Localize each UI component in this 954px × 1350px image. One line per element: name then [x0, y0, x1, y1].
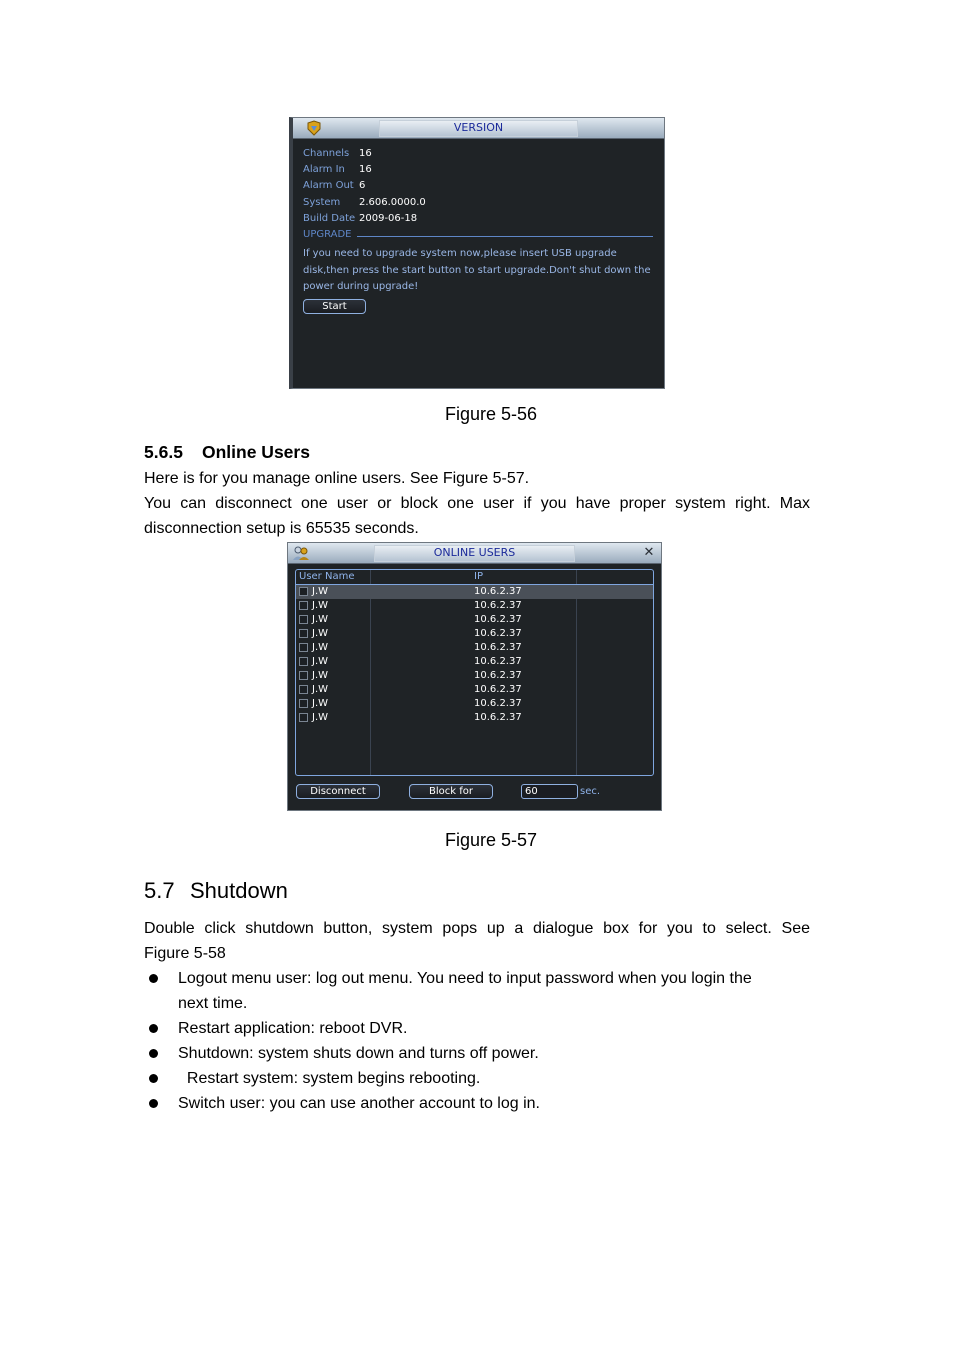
- user-name: J.W: [312, 670, 329, 681]
- info-value: 16: [359, 164, 372, 175]
- online-users-titlebar: [288, 543, 661, 564]
- user-name: J.W: [312, 628, 329, 639]
- start-upgrade-button[interactable]: Start: [303, 299, 366, 314]
- section-565-heading: [144, 442, 310, 463]
- user-ip: 10.6.2.37: [474, 586, 522, 597]
- row-checkbox[interactable]: [299, 713, 308, 722]
- info-label: Channels: [303, 148, 350, 159]
- bullet-dot: [149, 1024, 158, 1033]
- figure-56-caption: Figure 5-56: [444, 404, 538, 424]
- user-ip: 10.6.2.37: [474, 712, 522, 723]
- table-row[interactable]: [296, 627, 653, 641]
- user-name: J.W: [312, 712, 329, 723]
- user-ip: 10.6.2.37: [474, 656, 522, 667]
- info-label: Alarm In: [303, 164, 345, 175]
- user-name: J.W: [312, 600, 329, 611]
- figure-57-caption: Figure 5-57: [444, 830, 538, 850]
- online-users-window: [287, 542, 662, 811]
- bullet-dot: [149, 974, 158, 983]
- row-checkbox[interactable]: [299, 671, 308, 680]
- table-header: [296, 570, 653, 585]
- user-name: J.W: [312, 684, 329, 695]
- version-window: [289, 117, 665, 389]
- user-ip: 10.6.2.37: [474, 642, 522, 653]
- online-users-title: ONLINE USERS: [433, 546, 516, 559]
- bullet-item: [144, 966, 810, 1016]
- version-titlebar: [293, 118, 664, 139]
- online-users-table: [295, 569, 654, 776]
- table-row[interactable]: [296, 711, 653, 725]
- row-checkbox[interactable]: [299, 615, 308, 624]
- user-ip: 10.6.2.37: [474, 684, 522, 695]
- row-checkbox[interactable]: [299, 685, 308, 694]
- user-name: J.W: [312, 698, 329, 709]
- section-57-intro-line1: Double click shutdown button, system pops up a dialogue box for you to select. See: [144, 920, 810, 937]
- table-row[interactable]: [296, 697, 653, 711]
- bullet-item: [144, 1016, 810, 1041]
- user-ip: 10.6.2.37: [474, 628, 522, 639]
- upgrade-heading: UPGRADE: [303, 229, 352, 240]
- section-57-intro-line2: Figure 5-58: [144, 945, 226, 962]
- section-title: Shutdown: [190, 878, 288, 903]
- section-title: Online Users: [202, 442, 310, 462]
- section-565-para2-line1: You can disconnect one user or block one user if you have proper system right. Max: [144, 495, 810, 512]
- section-565-para1: Here is for you manage online users. See Figure 5-57.: [144, 470, 530, 487]
- info-value: 6: [359, 180, 366, 191]
- table-row[interactable]: [296, 641, 653, 655]
- row-checkbox[interactable]: [299, 587, 308, 596]
- bullet-item: [144, 1091, 810, 1116]
- bullet-item: [144, 1066, 810, 1091]
- column-header-ip: IP: [474, 571, 483, 582]
- bullet-text: Restart application: reboot DVR.: [178, 1020, 408, 1037]
- info-value: 16: [359, 148, 372, 159]
- user-ip: 10.6.2.37: [474, 670, 522, 681]
- version-title: VERSION: [453, 121, 504, 134]
- section-57-heading: [144, 878, 288, 904]
- row-checkbox[interactable]: [299, 699, 308, 708]
- info-label: System: [303, 197, 341, 208]
- close-icon[interactable]: ✕: [643, 544, 655, 559]
- row-checkbox[interactable]: [299, 643, 308, 652]
- section-number: 5.6.5: [144, 442, 183, 462]
- info-label: Alarm Out: [303, 180, 354, 191]
- row-checkbox[interactable]: [299, 657, 308, 666]
- table-row[interactable]: [296, 585, 653, 599]
- user-ip: 10.6.2.37: [474, 600, 522, 611]
- upgrade-divider: [357, 236, 653, 237]
- bullet-text: Switch user: you can use another account to log in.: [178, 1095, 540, 1112]
- table-row[interactable]: [296, 683, 653, 697]
- user-name: J.W: [312, 586, 329, 597]
- table-row[interactable]: [296, 613, 653, 627]
- column-header-user-name: User Name: [299, 571, 355, 582]
- block-seconds-input[interactable]: 60: [521, 784, 578, 799]
- section-565-para2-line2: disconnection setup is 65535 seconds.: [144, 520, 419, 537]
- bullet-text-continued: next time.: [178, 995, 248, 1012]
- user-name: J.W: [312, 642, 329, 653]
- seconds-unit-label: sec.: [580, 786, 601, 797]
- user-ip: 10.6.2.37: [474, 614, 522, 625]
- info-label: Build Date: [303, 213, 356, 224]
- info-value: 2009-06-18: [359, 213, 418, 224]
- table-row[interactable]: [296, 655, 653, 669]
- section-number: 5.7: [144, 878, 175, 903]
- upgrade-instructions: If you need to upgrade system now,please insert USB upgrade disk,then press the start button to start upgrade.Don't shut down the power during upgrade!: [303, 248, 651, 292]
- user-ip: 10.6.2.37: [474, 698, 522, 709]
- user-name: J.W: [312, 656, 329, 667]
- user-name: J.W: [312, 614, 329, 625]
- bullet-text: Logout menu user: log out menu. You need to input password when you login the: [178, 970, 752, 987]
- row-checkbox[interactable]: [299, 601, 308, 610]
- table-row[interactable]: [296, 599, 653, 613]
- table-row[interactable]: [296, 669, 653, 683]
- bullet-text: Shutdown: system shuts down and turns off power.: [178, 1045, 539, 1062]
- bullet-dot: [149, 1074, 158, 1083]
- info-value: 2.606.0000.0: [359, 197, 426, 208]
- bullet-dot: [149, 1099, 158, 1108]
- bullet-text: Restart system: system begins rebooting.: [178, 1070, 481, 1087]
- disconnect-button[interactable]: Disconnect: [296, 784, 380, 799]
- row-checkbox[interactable]: [299, 629, 308, 638]
- bullet-dot: [149, 1049, 158, 1058]
- bullet-item: [144, 1041, 810, 1066]
- block-for-button[interactable]: Block for: [409, 784, 493, 799]
